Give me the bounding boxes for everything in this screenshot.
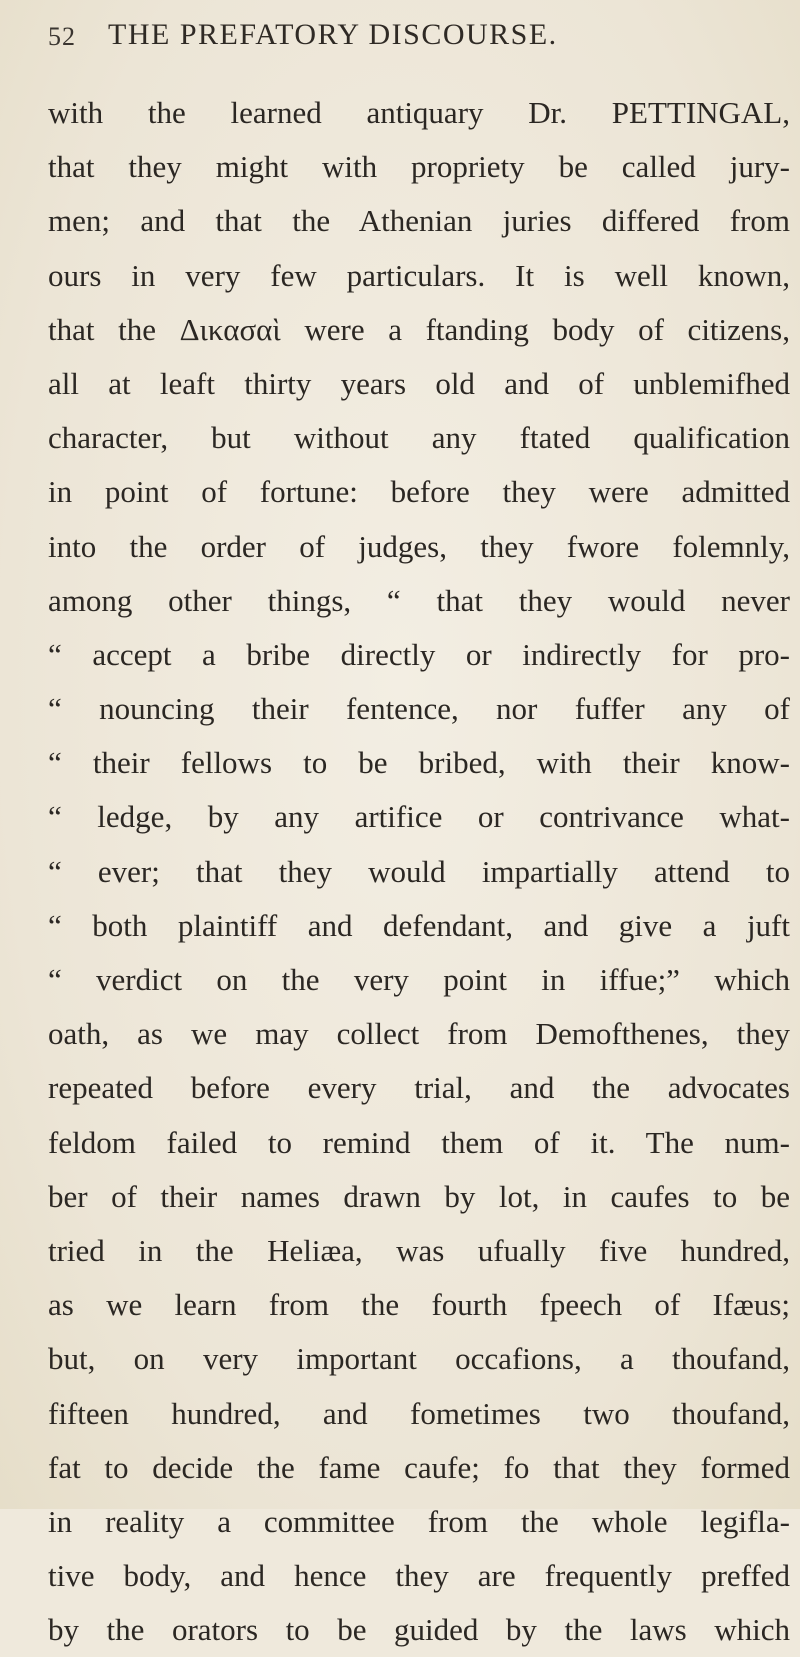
text-line: in point of fortune: before they were admitted <box>48 474 790 510</box>
text-line: fifteen hundred, and fometimes two thoufand, <box>48 1395 790 1431</box>
text-line: into the order of judges, they fwore folemnly, <box>48 528 790 564</box>
text-line: feldom failed to remind them of it. The num- <box>48 1124 790 1160</box>
text-line: tried in the Heliæa, was ufually five hundred, <box>48 1232 790 1268</box>
text-line: by the orators to be guided by the laws which <box>48 1612 790 1648</box>
text-line: that they might with propriety be called jury- <box>48 149 790 185</box>
text-line: oath, as we may collect from Demofthenes, they <box>48 1016 790 1052</box>
text-line: ber of their names drawn by lot, in caufes to be <box>48 1178 790 1214</box>
text-line: “ ledge, by any artifice or contrivance what- <box>48 799 790 835</box>
text-line: “ both plaintiff and defendant, and give a juft <box>48 907 790 943</box>
text-line: with the learned antiquary Dr. PETTINGAL, <box>48 95 790 130</box>
text-line: “ accept a bribe directly or indirectly for pro- <box>48 636 790 672</box>
text-line: all at leaft thirty years old and of unblemifhed <box>48 365 790 401</box>
text-line: but, on very important occafions, a thoufand, <box>48 1341 790 1377</box>
text-line: “ verdict on the very point in iffue;” which <box>48 962 790 997</box>
text-line: tive body, and hence they are frequently preffed <box>48 1558 790 1594</box>
text-line: repeated before every trial, and the advocates <box>48 1070 790 1106</box>
running-title: THE PREFATORY DISCOURSE. <box>108 18 558 51</box>
page-number: 52 <box>48 22 76 51</box>
text-line: “ their fellows to be bribed, with their know- <box>48 745 790 781</box>
text-line: “ ever; that they would impartially attend to <box>48 853 790 889</box>
text-line: character, but without any ftated qualification <box>48 420 790 456</box>
text-line: ours in very few particulars. It is well known, <box>48 257 790 293</box>
text-line: “ nouncing their fentence, nor fuffer any of <box>48 691 790 727</box>
text-line: that the Δικασαὶ were a ftanding body of citizens, <box>48 311 790 347</box>
text-line: among other things, “ that they would never <box>48 582 790 618</box>
page-header <box>48 18 780 58</box>
text-line: men; and that the Athenian juries differed from <box>48 203 790 239</box>
text-line: as we learn from the fourth fpeech of Ifæus; <box>48 1287 790 1323</box>
body-text <box>48 86 790 1657</box>
text-line: in reality a committee from the whole legifla- <box>48 1503 790 1539</box>
text-line: fat to decide the fame caufe; fo that they formed <box>48 1449 790 1485</box>
